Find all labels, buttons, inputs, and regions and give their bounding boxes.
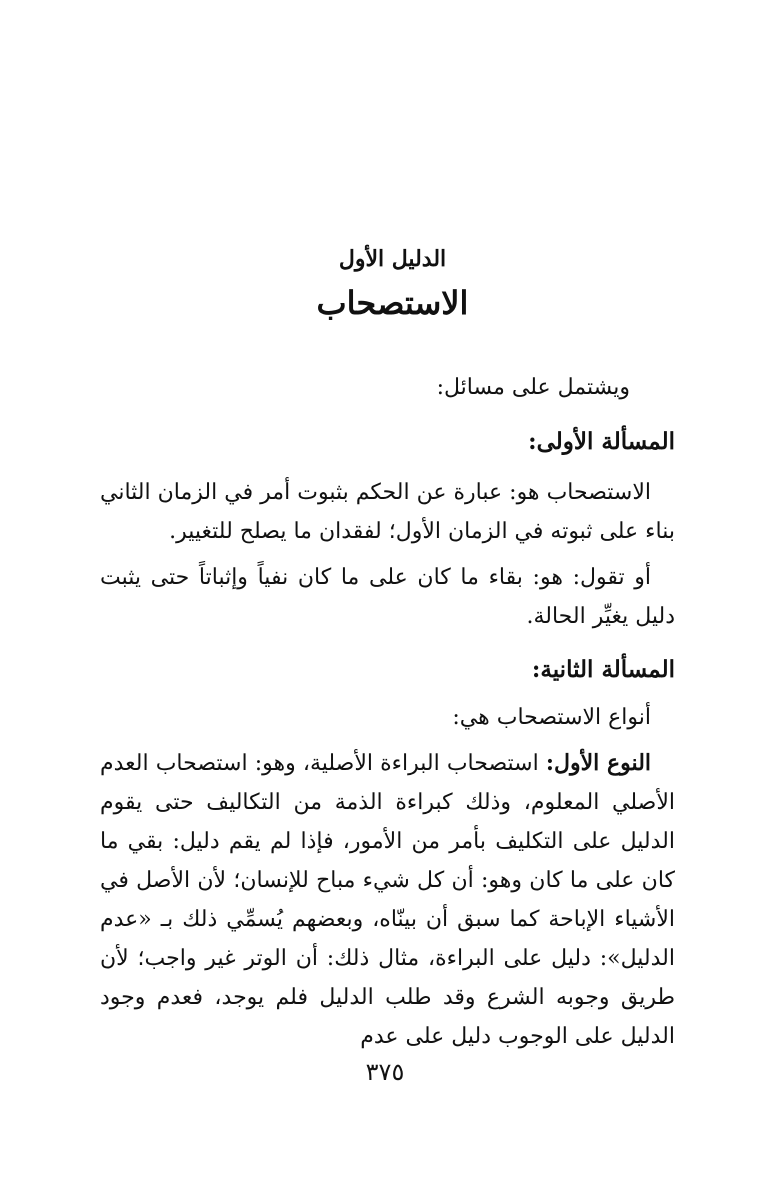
chapter-label: الدليل الأول — [338, 246, 447, 272]
page-number: ٣٧٥ — [365, 1058, 405, 1086]
issue-1-heading: المسألة الأولى: — [528, 428, 675, 455]
chapter-title: الاستصحاب — [316, 284, 469, 322]
issue-2-type-1-paragraph — [100, 744, 675, 1056]
intro-text: ويشتمل على مسائل: — [436, 375, 630, 400]
issue-2-intro: أنواع الاستصحاب هي: — [452, 705, 651, 730]
issue-1-paragraph-2: أو تقول: هو: بقاء ما كان على ما كان نفياً وإثباتاً حتى يثبت دليل يغيِّر الحالة. — [100, 565, 675, 629]
type-1-text: استصحاب البراءة الأصلية، وهو: استصحاب العدم الأصلي المعلوم، وذلك كبراءة الذمة من التكاليف حتى يقوم الدليل على التكليف بأمر من الأمور، فإذا لم يقم دليل: بقي ما كان على ما كان وهو: أن كل شيء مباح للإنسان؛ لأن الأصل في الأشياء الإباحة كما سبق أن بينّاه، وبعضهم يُسمِّي ذلك بـ «عدم الدليل»: دليل على البراءة، مثال ذلك: أن الوتر غير واجب؛ لأن طريق وجوبه الشرع وقد طلب الدليل فلم يوجد، فعدم وجود الدليل على الوجوب دليل على عدم — [100, 751, 675, 1049]
type-1-label: النوع الأول: — [545, 750, 652, 776]
issue-1-paragraph-1: الاستصحاب هو: عبارة عن الحكم بثبوت أمر في الزمان الثاني بناء على ثبوته في الزمان الأول؛ لفقدان ما يصلح للتغيير. — [100, 480, 675, 544]
issue-2-heading: المسألة الثانية: — [531, 656, 675, 683]
